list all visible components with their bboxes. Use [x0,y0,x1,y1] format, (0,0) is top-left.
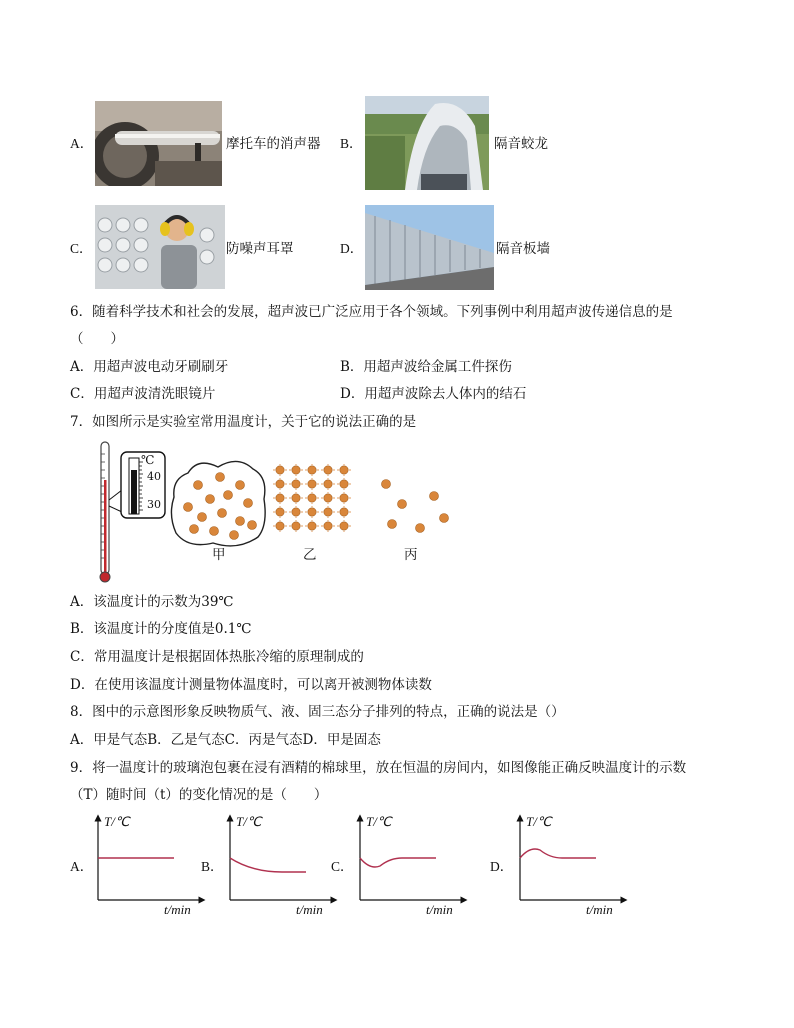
state-label-yi: 乙 [303,547,317,563]
noise-tunnel-photo [365,96,489,190]
q8-options: A．甲是气态B．乙是气态C．丙是气态D．甲是固态 [70,732,381,748]
solid-particle [337,464,351,476]
solid-particle [337,520,351,532]
q7-option-a: A．该温度计的示数为39℃ [70,594,234,610]
q9-graph-a-x-label: t/min [164,902,191,917]
solid-particle [289,506,303,518]
solid-particle [305,464,319,476]
q9-graph-d-letter: D． [490,859,514,874]
q5-option-a-caption: 摩托车的消声器 [226,136,321,152]
thermometer-unit: ℃ [141,453,155,467]
gas-molecules-figure [378,478,452,534]
state-label-bing: 丙 [404,547,418,563]
solid-particle [289,478,303,490]
q9-graph-d-y-label: T/℃ [526,814,552,829]
solid-particle [273,520,287,532]
q6-option-d: D．用超声波除去人体内的结石 [340,386,527,402]
q7-option-b: B．该温度计的分度值是0.1℃ [70,621,252,637]
q8-stem: 8．图中的示意图形象反映物质气、液、固三态分子排列的特点，正确的说法是（） [70,704,565,720]
q9-graph-d [512,812,632,922]
q9-stem: 9．将一温度计的玻璃泡包裹在浸有酒精的棉球里，放在恒温的房间内，如图像能正确反映温度计的示数 [70,760,687,776]
thermometer-figure [95,440,175,585]
q9-stem-continued: （T）随时间（t）的变化情况的是（ ） [70,787,328,803]
q9-graph-a-letter: A． [70,859,94,874]
q6-option-b: B．用超声波给金属工件探伤 [340,359,512,375]
motorcycle-muffler-photo [95,101,222,186]
q9-graph-d-x-label: t/min [586,902,613,917]
thermometer-tick-40: 40 [147,470,161,483]
q9-graph-b [222,812,342,922]
q9-graph-c [352,812,472,922]
q5-option-d-caption: 隔音板墙 [496,241,550,257]
q9-graph-a [90,812,210,922]
q9-graph-b-x-label: t/min [296,902,323,917]
solid-particle [321,520,335,532]
solid-particle [289,464,303,476]
q5-option-b-caption: 隔音蛟龙 [494,136,548,152]
solid-particle [321,506,335,518]
q9-graph-a-y-label: T/℃ [104,814,130,829]
solid-particle [321,478,335,490]
q9-graph-c-x-label: t/min [426,902,453,917]
solid-particle [321,492,335,504]
q7-option-c: C．常用温度计是根据固体热胀冷缩的原理制成的 [70,649,364,665]
solid-particle [305,520,319,532]
q5-option-c-letter: C． [70,241,93,256]
earmuff-worker-photo [95,205,225,289]
solid-particle [273,464,287,476]
q5-option-b-letter: B． [340,136,363,151]
noise-barrier-wall-photo [365,205,494,290]
q5-option-c-caption: 防噪声耳罩 [226,241,294,257]
solid-particle [321,464,335,476]
solid-particle [337,506,351,518]
q6-option-c: C．用超声波清洗眼镜片 [70,386,216,402]
q6-stem: 6．随着科学技术和社会的发展，超声波已广泛应用于各个领域。下列事例中利用超声波传递信息的是 [70,304,673,320]
solid-particle [289,492,303,504]
q7-option-d: D．在使用该温度计测量物体温度时，可以离开被测物体读数 [70,677,432,693]
state-label-jia: 甲 [212,547,226,563]
liquid-molecules-figure [168,455,268,550]
q5-option-a-letter: A． [70,136,94,151]
solid-particle [273,478,287,490]
solid-molecules-figure [270,462,354,534]
solid-particle [289,520,303,532]
solid-particle [305,506,319,518]
q6-option-a: A．用超声波电动牙刷刷牙 [70,359,229,375]
solid-particle [337,492,351,504]
solid-particle [305,478,319,490]
thermometer-tick-30: 30 [147,498,161,511]
q9-graph-c-letter: C． [331,859,354,874]
solid-particle [337,478,351,490]
solid-particle [273,492,287,504]
q9-graph-b-letter: B． [201,859,224,874]
solid-particle [273,506,287,518]
q5-option-d-letter: D． [340,241,364,256]
solid-particle [305,492,319,504]
q7-stem: 7．如图所示是实验室常用温度计，关于它的说法正确的是 [70,414,417,430]
q9-graph-b-y-label: T/℃ [236,814,262,829]
q9-graph-c-y-label: T/℃ [366,814,392,829]
q6-answer-blank: （ ） [70,331,124,347]
